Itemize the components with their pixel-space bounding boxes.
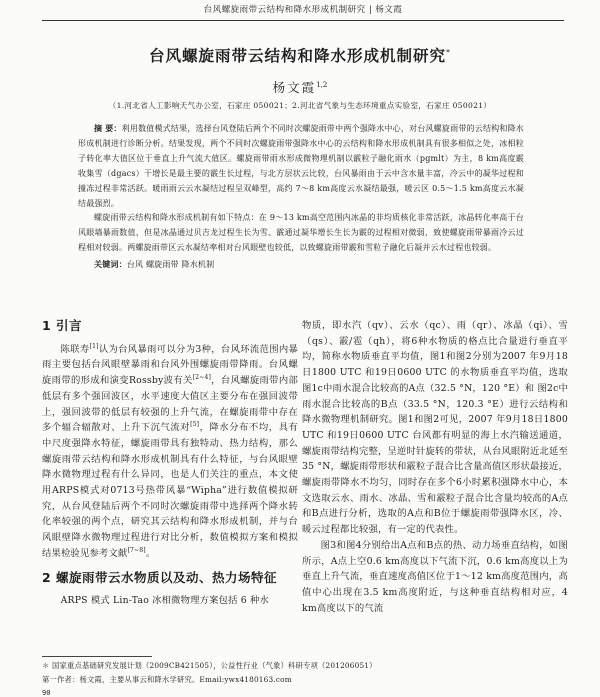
abstract-block xyxy=(78,122,524,273)
intro-text-e: 。 xyxy=(145,547,156,559)
page-number: 90 xyxy=(42,689,51,697)
keywords-label: 关键词： xyxy=(94,260,127,270)
footnote-funding: ＊ 国家重点基础研究发展计划（2009CB421505），公益性行业（气象）科研专项（201206051） xyxy=(42,661,377,670)
author-line xyxy=(0,78,600,96)
title-text: 台风螺旋雨带云结构和降水形成机制研究 xyxy=(148,47,446,65)
author-name: 杨文霞 xyxy=(272,80,317,95)
running-header: 台风螺旋雨带云结构和降水形成机制研究 | 杨文霞 xyxy=(42,0,564,21)
citation-4: [7~8] xyxy=(127,546,146,554)
intro-text-d: ，降水分布不均，具有中尺度强降水特征，螺旋雨带具有独特动、热力结构，那么螺旋雨带云结构和降水形成机制具有什么特征，与台风眼壁降水微物理过程有什么异同，也是人们关注的重点，本文使用ARPS模式对0713号热带风暴“Wipha”进行数值模拟研究，从台风登陆后两个不同时次螺旋雨带中选择两个降水转化率较强的两个点，研究其云结构和降水形成机制，并与台风眼壁降水微物理过程进行对比分析，数值模拟方案和模拟结果检验见参考文献 xyxy=(42,422,298,559)
left-column xyxy=(42,318,298,609)
right-para-1: 物质，即水汽（qv）、云水（qc）、雨（qr）、冰晶（qi）、雪（qs）、霰/雹（qh），将6种水物质的格点比合量进行垂直平均，简称水物质垂直平均值，图1和图2分别为2007 年9月18日1800 UTC 和19日0600 UTC 的水物质垂直平均值，选取图1c中雨水混合比较高的A点（32.5 °N，120 °E）和 图2c中雨水混合比较高的B点（33.5 °N，120.3 °E）进行云结构和降水微物理机制研究。图1和图2可见，2007 年9月18日1800 UTC 和19日0600 UTC 台风都有明显的海上水汽输送通道，螺旋雨带结构完整，呈逆时针旋转的带状，从台风眼附近北延至 35 °N，螺旋雨带形状和霰粒子混合比含量高值区形状最接近，螺旋雨带降水不均匀，同时存在多个6小时累积强降水中心，本文选取云水、雨水、冰晶、雪和霰粒子混合比含量均较高的A点和B点进行分析，选取的A点和B位于螺旋雨带强降水区，冷、暖云过程都比较强，有一定的代表性。 xyxy=(302,320,568,536)
citation-3: [5] xyxy=(190,421,200,429)
intro-text-a: 陈联寿 xyxy=(60,343,90,355)
abstract-para-1 xyxy=(78,122,524,211)
abstract-text-1: 利用数值模式结果，选择台风登陆后两个不同时次螺旋雨带中两个强降水中心，对台风螺旋雨带的云结构和降水形成机制进行诊断分析。结果发现，两个不同时次螺旋雨带强降水中心的云结构和降水形成机制具有很多相似之处，冰相粒子转化率大值区位于垂直上升气流大值区。螺旋雨带雨水形成微物理机制以霰粒子融化雨水（pgmlt）为主，8 km高度霰收集雪（dgacs）干增长是最主要的霰生长过程，与北方层状云比较，台风暴雨由于云中含水量丰富，冷云中的凝华过程和撞冻过程非常活跃。暖雨雨云云水凝结过程呈双峰型，高约 7～8 km高度云水凝结最强，暖云区 0.5～1.5 km高度云水凝结最强烈。 xyxy=(78,124,524,208)
paper-title xyxy=(0,44,600,66)
intro-text-b: 认为台风暴雨可以分为3种，台风环流范围内暴雨主要包括台风眼壁暴雨和台风外围螺旋雨带降雨。台风螺旋雨带的形成和演变Rossby波有关 xyxy=(42,343,298,387)
citation-1: [1] xyxy=(89,342,99,350)
right-para-2: 图3和图4分别给出A点和B点的热、动力场垂直结构，如图所示，A点上空0.6 km高度以下气流下沉，0.6 km高度以上为垂直上升气流，垂直速度高值区位于1～12 km高度范围内，高值中心出现在3.5 km高度附近，与这种垂直结构相对应，4 km高度以下的气流 xyxy=(302,539,568,614)
citation-2: [2~4] xyxy=(192,374,212,382)
section-2-heading: 2 螺旋雨带云水物质以及动、热力场特征 xyxy=(42,569,278,585)
section-1-heading: 1 引言 xyxy=(42,318,83,333)
keywords-text: 台风 螺旋雨带 降水机制 xyxy=(126,260,215,270)
footnote-rule xyxy=(42,656,152,657)
abstract-label: 摘 要： xyxy=(94,124,122,133)
title-footnote-mark: * xyxy=(446,47,451,57)
author-affil-mark: 1,2 xyxy=(316,80,328,89)
right-column xyxy=(302,318,568,616)
abstract-para-2: 螺旋雨带云结构和降水形成机制有如下特点：在 9～13 km高空范围内冰晶的非均质核化非常活跃，冰晶转化率高于台风眼墙暴雨数值，但是冰晶通过贝吉龙过程生长为雪、霰通过凝华增长生长为霰的过程相对微弱，致使螺旋雨带暴雨冷云过程相对较弱。两螺旋雨带区云水凝结率相对台风眼壁也较低，以致螺旋雨带霰和雪粒子融化后凝并云水过程也较弱。 xyxy=(78,213,524,253)
footnote-author: 第一作者：杨文霞，主要从事云和降水学研究。Email:ywx4180163.com xyxy=(42,675,292,684)
section-2-para: ARPS 模式 Lin-Tao 冰相微物理方案包括 6 种水 xyxy=(60,595,270,607)
intro-text-c: ，台风螺旋雨带内部低层有多个强回波区，水平速度大值区主要分布在强回波带上，强回波带的低层有较强的上升气流，在螺旋雨带中存在多个辐合辐散对、上升下沉气流对 xyxy=(42,375,298,434)
keywords-line xyxy=(78,258,524,273)
affiliation: （1.河北省人工影响天气办公室，石家庄 050021；2.河北省气象与生态环境重点实验室，石家庄 050021） xyxy=(108,101,492,110)
section-1-para xyxy=(42,342,298,562)
